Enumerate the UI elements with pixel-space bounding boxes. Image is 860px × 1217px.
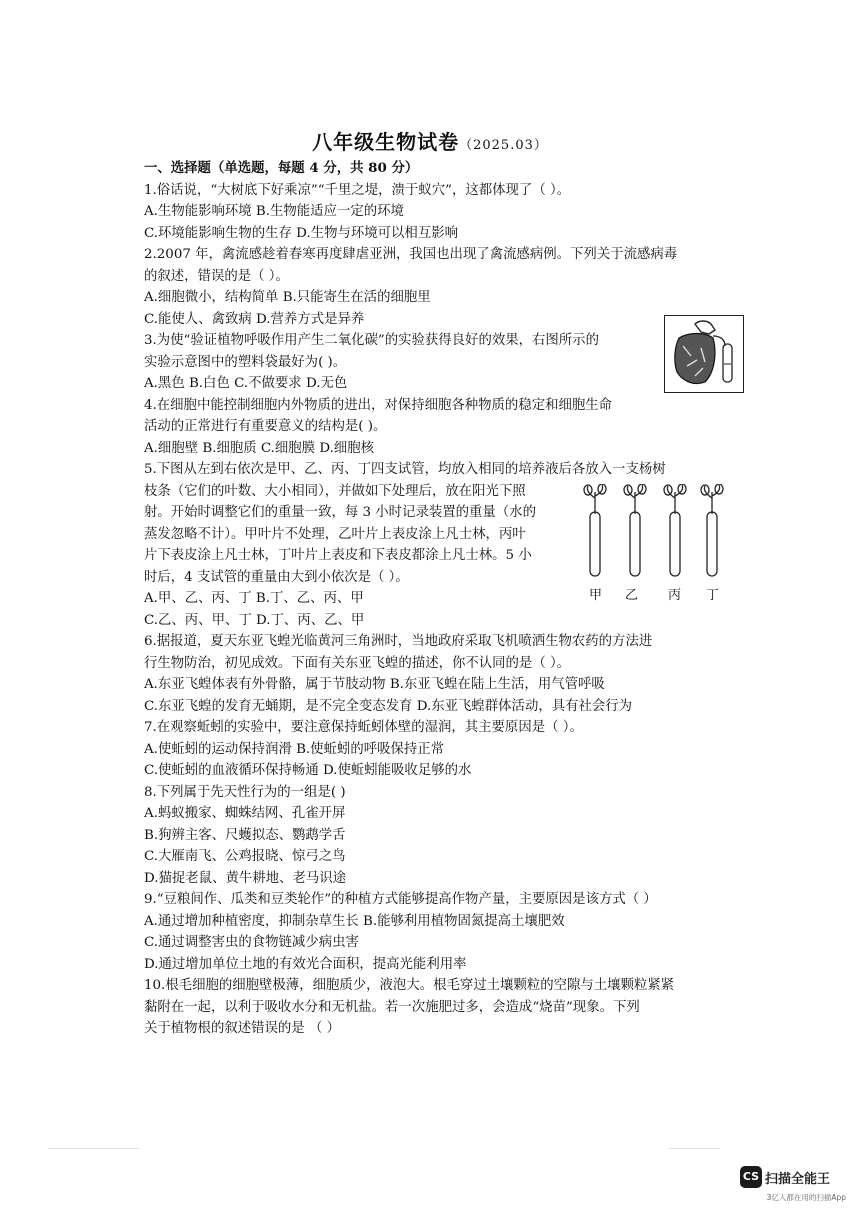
text-line: C.环境能影响生物的生存 D.生物与环境可以相互影响 — [144, 225, 458, 241]
text-line: C.乙、丙、甲、丁 D.丁、丙、乙、甲 — [144, 612, 365, 628]
text-line: 片下表皮涂上凡士林，丁叶片上表皮和下表皮都涂上凡士林。5 小 — [144, 548, 532, 563]
text-line: 3.为使“验证植物呼吸作用产生二氧化碳”的实验获得良好的效果，右图所示的 — [144, 333, 599, 348]
title-date: （2025.03） — [459, 138, 548, 153]
tube-label-1: 甲 — [589, 588, 603, 603]
tube-4 — [701, 484, 723, 576]
test-tubes-figure — [580, 484, 730, 606]
text-line: 4.在细胞中能控制细胞内外物质的进出，对保持细胞各种物质的稳定和细胞生命 — [144, 397, 613, 413]
text-line: 活动的正常进行有重要意义的结构是( )。 — [144, 419, 387, 434]
text-line: A.生物能影响环境 B.生物能适应一定的环境 — [144, 204, 404, 219]
footer-rule-right — [668, 1148, 720, 1149]
text-line: 行生物防治，初见成效。下面有关东亚飞蝗的描述，你不认同的是（ ）。 — [144, 655, 571, 671]
text-line: A.细胞微小，结构简单 B.只能寄生在活的细胞里 — [144, 290, 431, 305]
tube-label-4: 丁 — [706, 588, 720, 603]
text-line: A.通过增加种植密度，抑制杂草生长 B.能够利用植物固氮提高土壤肥效 — [144, 913, 565, 929]
tube-3 — [664, 484, 686, 576]
text-line: 射。开始时调整它们的重量一致，每 3 小时记录装置的重量（水的 — [144, 505, 536, 520]
text-line: C.能使人、禽致病 D.营养方式是异养 — [144, 311, 365, 327]
footer-rule-left — [48, 1148, 140, 1149]
text-line: B.狗辨主客、尺蠖拟态、鹦鹉学舌 — [144, 827, 346, 843]
camscanner-logo-icon: CS — [740, 1166, 762, 1188]
text-line: 7.在观察蚯蚓的实验中，要注意保持蚯蚓体壁的湿润，其主要原因是（ ）。 — [144, 720, 583, 735]
text-line: C.东亚飞蝗的发育无蛹期，是不完全变态发育 D.东亚飞蝗群体活动，具有社会行为 — [144, 698, 633, 714]
text-line: D.猫捉老鼠、黄牛耕地、老马识途 — [144, 870, 346, 886]
watermark-name: 扫描全能王 — [765, 1172, 831, 1187]
text-line: A.甲、乙、丙、丁 B.丁、乙、丙、甲 — [144, 591, 364, 606]
page-title — [0, 126, 860, 155]
text-line: A.细胞壁 B.细胞质 C.细胞膜 D.细胞核 — [144, 440, 375, 456]
text-line: C.使蚯蚓的血液循环保持畅通 D.使蚯蚓能吸收足够的水 — [144, 763, 472, 778]
watermark-tagline: 3亿人都在用的扫描App — [766, 1193, 846, 1202]
text-line: A.使蚯蚓的运动保持润滑 B.使蚯蚓的呼吸保持正常 — [144, 741, 445, 757]
tube-2 — [624, 484, 646, 576]
text-line: 10.根毛细胞的细胞壁极薄，细胞质少，液泡大。根毛穿过土壤颗粒的空隙与土壤颗粒紧紧 — [144, 978, 675, 993]
tube-label-2: 乙 — [625, 588, 639, 603]
text-line: A.黑色 B.白色 C.不做要求 D.无色 — [144, 376, 348, 391]
text-line: 2.2007 年，禽流感趁着春寒再度肆虐亚洲，我国也出现了禽流感病例。下列关于流感病毒 — [144, 247, 678, 262]
section-heading: 一、选择题（单选题，每题 4 分，共 80 分） — [144, 160, 419, 176]
text-line: 5.下图从左到右依次是甲、乙、丙、丁四支试管，均放入相同的培养液后各放入一支杨树 — [144, 462, 666, 477]
text-line: 枝条（它们的叶数、大小相同），并做如下处理后，放在阳光下照 — [144, 483, 526, 499]
text-line: 实验示意图中的塑料袋最好为( )。 — [144, 354, 347, 370]
text-line: 9.“豆粮间作、瓜类和豆类轮作”的种植方式能够提高作物产量，主要原因是该方式（ ） — [144, 892, 657, 907]
text-line: D.通过增加单位土地的有效光合面积，提高光能利用率 — [144, 956, 467, 972]
text-line: 蒸发忽略不计）。甲叶片不处理，乙叶片上表皮涂上凡士林，丙叶 — [144, 526, 526, 542]
text-line: 黏附在一起，以利于吸收水分和无机盐。若一次施肥过多，会造成“烧苗”现象。下列 — [144, 999, 640, 1015]
plastic-bag-figure — [664, 315, 744, 393]
text-line: 6.据报道，夏天东亚飞蝗光临黄河三角洲时，当地政府采取飞机喷洒生物农药的方法进 — [144, 634, 653, 649]
text-line: 8.下列属于先天性行为的一组是( ) — [144, 784, 346, 800]
title-text: 八年级生物试卷 — [312, 130, 460, 154]
text-line: C.大雁南飞、公鸡报晓、惊弓之鸟 — [144, 849, 346, 864]
text-line: 1.俗话说，“大树底下好乘凉”“千里之堤，溃于蚁穴”，这都体现了（ ）。 — [144, 182, 571, 198]
text-line: 的叙述，错误的是（ ）。 — [144, 268, 289, 284]
scanner-watermark — [740, 1166, 846, 1206]
tube-label-3: 丙 — [668, 588, 682, 603]
text-line: 关于植物根的叙述错误的是 （ ） — [144, 1021, 340, 1036]
tube-1 — [584, 484, 606, 576]
text-line: A.东亚飞蝗体表有外骨骼，属于节肢动物 B.东亚飞蝗在陆上生活，用气管呼吸 — [144, 677, 605, 692]
text-line: A.蚂蚁搬家、蜘蛛结网、孔雀开屏 — [144, 806, 346, 821]
text-line: 时后，4 支试管的重量由大到小依次是（ ）。 — [144, 569, 409, 585]
text-line: C.通过调整害虫的食物链减少病虫害 — [144, 935, 359, 950]
